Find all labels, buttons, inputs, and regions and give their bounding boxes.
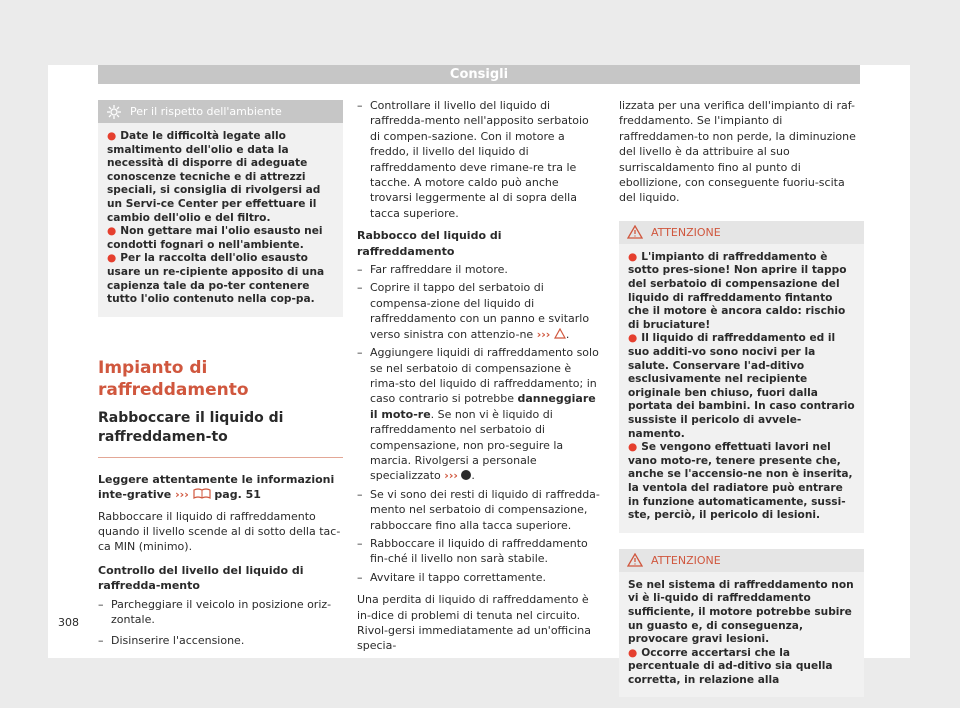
cross-ref-arrows: ››› (175, 488, 189, 502)
environment-box (98, 100, 343, 317)
leaf-icon (106, 104, 122, 120)
list-item: ● L'impianto di raffreddamento è sotto pres-sione! Non aprire il tappo del serbatoio di compensazione del liquido di raffreddamento fintanto che il motore è ancora caldo: rischio di bruciature! (628, 250, 847, 331)
paragraph: Una perdita di liquido di raffreddamento è in-dice di problemi di tenuta nel circuito. Rivol-gersi immediatamente ad un'officina specia- (357, 593, 592, 653)
step-item: – Coprire il tappo del serbatoio di compensa-zione del liquido di raffreddamento con un panno e svitarlo verso sinistra con attenzio-ne ››› . (357, 280, 602, 342)
environment-box-body (98, 123, 343, 317)
step-item: – Aggiungere liquidi di raffreddamento solo se nel serbatoio di compensazione è rima-sto del liquido di raffreddamento; in caso contrario si potrebbe danneggiare il moto-re. Se non vi è liquido di raffreddamento nel serbatoio di compensazione, non pro-seguire la marcia. Rivolgersi a personale specializzato ››› . (357, 345, 602, 484)
list-item: ● Occorre accertarsi che la percentuale di ad-ditivo sia quella corretta, in relazione alla (628, 646, 833, 686)
paragraph: lizzata per una verifica dell'impianto di raf-freddamento. Se l'impianto di raffreddamen-to non perde, la diminuzione del livello è da attribuire al suo surriscaldamento fino al punto di ebollizione, con conseguente fuoriu-scita del liquido. (619, 99, 856, 205)
column-2 (357, 98, 602, 654)
step-item: – Controllare il livello del liquido di raffredda-mento nell'apposito serbatoio di compen-sazione. Con il motore a freddo, il livello del liquido di raffreddamento deve rimane-re tra le tacche. A motore caldo può anche trovarsi leggermente al di sopra della tacca superiore. (357, 98, 602, 221)
column-3 (619, 98, 864, 697)
alert-circle-icon (461, 470, 471, 480)
heading-level-check: Controllo del livello del liquido di raffredda-mento (98, 563, 304, 593)
warning-box-1 (619, 221, 864, 533)
section-subtitle: Rabboccare il liquido di raffreddamen-to (98, 409, 284, 445)
book-icon (193, 488, 211, 499)
step-item: – Avvitare il tappo correttamente. (357, 570, 602, 585)
warning-box-2 (619, 549, 864, 698)
step-item: – Disinserire l'accensione. (98, 633, 343, 648)
step-item: – Rabboccare il liquido di raffreddamento fin-ché il livello non sarà stabile. (357, 536, 602, 567)
warning-icon (627, 552, 643, 568)
step-item: – Parcheggiare il veicolo in posizione oriz-zontale. (98, 597, 343, 628)
header-bar: Consigli (98, 65, 860, 84)
page-number: 308 (58, 616, 79, 629)
column-1 (98, 100, 343, 649)
warning-intro: Se nel sistema di raffreddamento non vi è li-quido di raffreddamento sufficiente, il motore potrebbe subire un guasto e, di conseguenza, provocare gravi lesioni. (628, 578, 854, 646)
list-item: ● Se vengono effettuati lavori nel vano moto-re, tenere presente che, anche se l'accensio-ne non è inserita, la ventola del radiatore può entrare in funzione automaticamente, sussi-ste, perciò, il pericolo di lesioni. (628, 441, 853, 522)
heading-refill: Rabbocco del liquido di raffreddamento (357, 229, 502, 258)
warning-box-body (619, 572, 864, 698)
warning-icon (554, 328, 566, 339)
section-title: Impianto di raffreddamento (98, 357, 249, 400)
step-item: – Far raffreddare il motore. (357, 262, 602, 277)
warning-box-title: ATTENZIONE (619, 221, 864, 244)
paragraph: Rabboccare il liquido di raffreddamento quando il livello scende al di sotto della tac-ca MIN (minimo). (98, 509, 341, 554)
list-item: ● Il liquido di raffreddamento ed il suo additi-vo sono nocivi per la salute. Conservare l'ad-ditivo esclusivamente nel recipiente originale ben chiuso, fuori dalla portata dei bambini. In caso contrario sussiste il pericolo di avvele-namento. (628, 332, 855, 440)
step-item: – Se vi sono dei resti di liquido di raffredda-mento nel serbatoio di compensazione, rabboccare fino alla tacca superiore. (357, 487, 602, 533)
environment-box-label: Per il rispetto dell'ambiente (130, 105, 282, 118)
warning-box-body (619, 244, 864, 533)
list-item: ● Non gettare mai l'olio esausto nei condotti fognari o nell'ambiente. (107, 225, 323, 251)
intro-text: Leggere attentamente le informazioni inte-grative ››› pag. 51 (98, 472, 335, 502)
warning-box-title: ATTENZIONE (619, 549, 864, 572)
list-item: ● Per la raccolta dell'olio esausto usare un re-cipiente apposito di una capienza tale da po-ter contenere tutto l'olio contenuto nella cop-pa. (107, 252, 325, 306)
divider (98, 457, 343, 458)
warning-icon (627, 224, 643, 240)
list-item: ● Date le difficoltà legate allo smaltimento dell'olio e data la necessità di disporre di adeguate conoscenze tecniche e di attrezzi speciali, si consiglia di rivolgersi ad un Servi-ce Center per effettuare il cambio dell'olio e del filtro. (107, 130, 321, 224)
page-reference[interactable]: pag. 51 (214, 488, 261, 502)
environment-box-title (98, 100, 343, 123)
